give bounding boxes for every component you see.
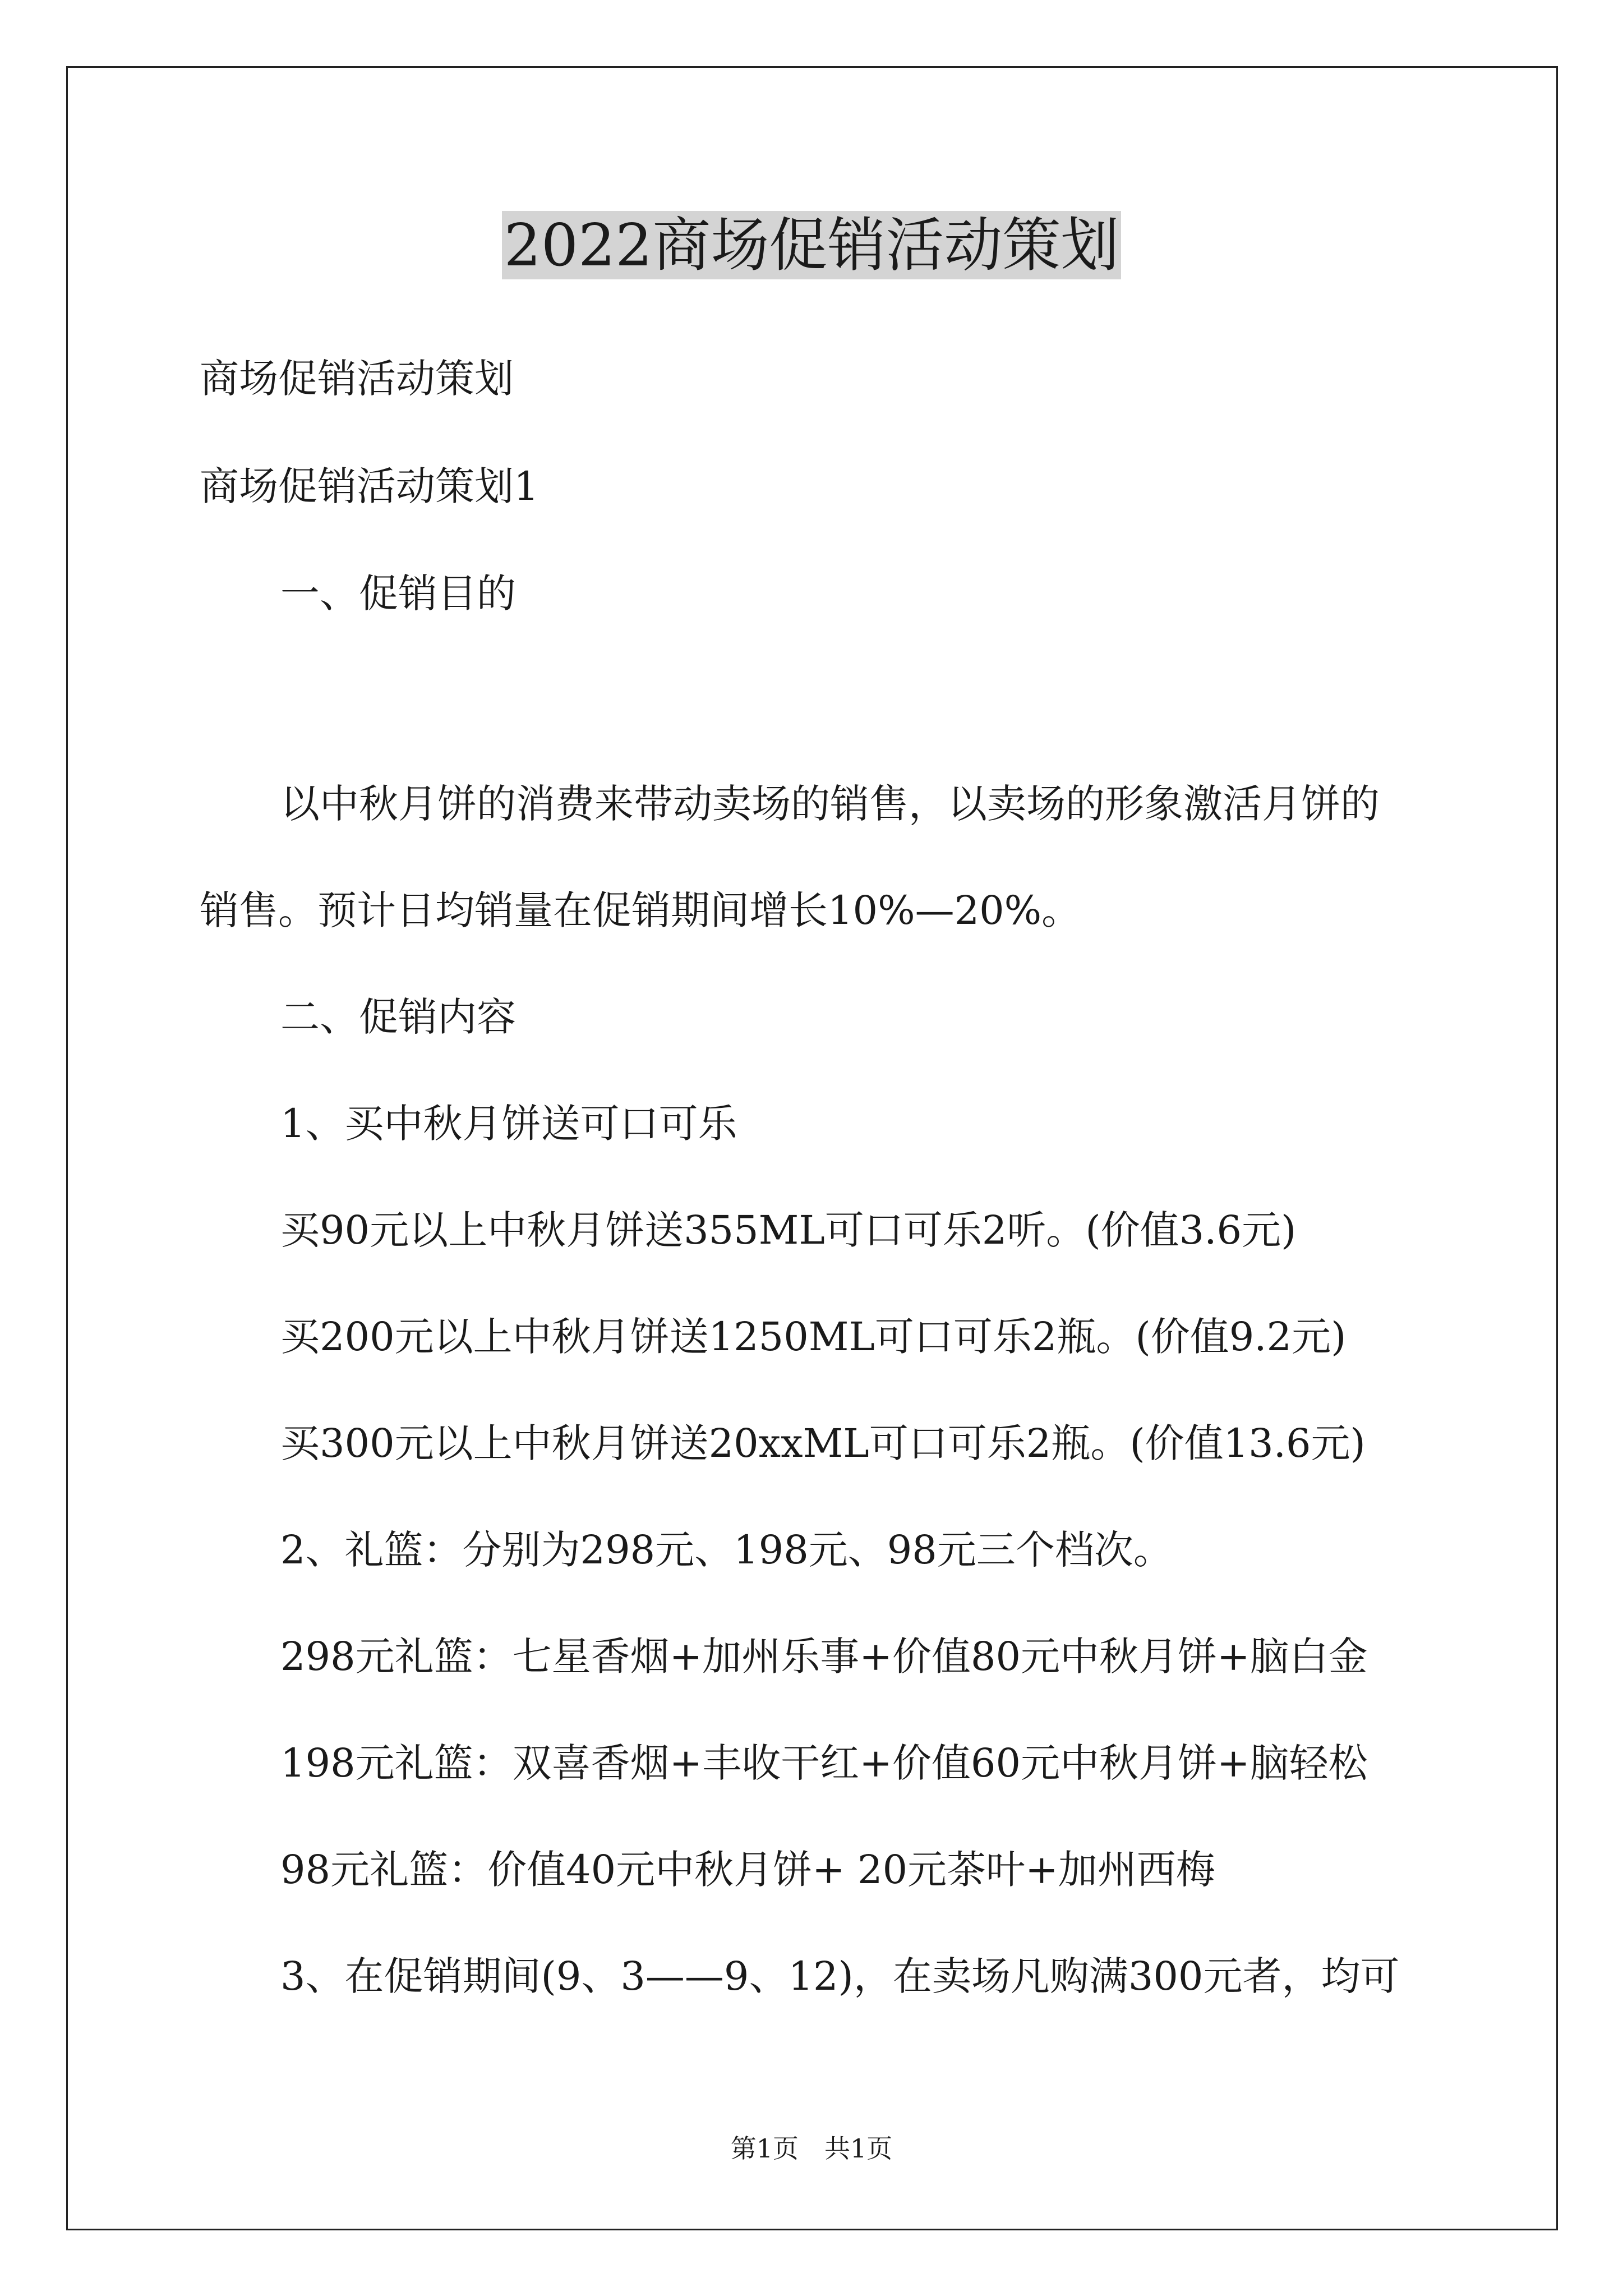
list-item-2-detail-1: 298元礼篮：七星香烟+加州乐事+价值80元中秋月饼+脑白金 [280,1634,1368,1680]
paragraph-line-2: 商场促销活动策划1 [200,463,539,509]
section-heading-1: 一、促销目的 [280,570,516,616]
list-item-1-detail-3: 买300元以上中秋月饼送20xxML可口可乐2瓶。(价值13.6元) [280,1420,1366,1466]
page-footer: 第1页 共1页 [730,2133,893,2164]
document-title [0,209,1623,282]
list-item-1-detail-2: 买200元以上中秋月饼送1250ML可口可乐2瓶。(价值9.2元) [280,1314,1347,1360]
paragraph-line-4: 销售。预计日均销量在促销期间增长10%—20%。 [200,887,1081,933]
paragraph-line-1: 商场促销活动策划 [200,356,514,402]
document-title-text: 2022商场促销活动策划 [502,211,1122,279]
paragraph-line-3: 以中秋月饼的消费来带动卖场的销售，以卖场的形象激活月饼的 [280,781,1380,827]
list-item-1-detail-1: 买90元以上中秋月饼送355ML可口可乐2听。(价值3.6元) [280,1207,1297,1253]
list-item-1: 1、买中秋月饼送可口可乐 [280,1101,737,1147]
list-item-2-detail-3: 98元礼篮：价值40元中秋月饼+ 20元茶叶+加州西梅 [280,1847,1215,1893]
list-item-2: 2、礼篮：分别为298元、198元、98元三个档次。 [280,1527,1173,1573]
list-item-3: 3、在促销期间(9、3——9、12)，在卖场凡购满300元者，均可 [280,1953,1400,1999]
section-heading-2: 二、促销内容 [280,994,516,1040]
list-item-2-detail-2: 198元礼篮：双喜香烟+丰收干红+价值60元中秋月饼+脑轻松 [280,1740,1368,1786]
